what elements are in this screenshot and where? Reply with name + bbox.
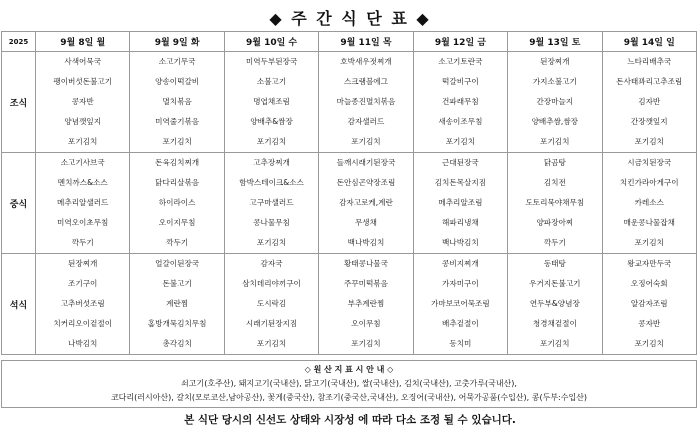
menu-item: 고구마샐러드 bbox=[249, 198, 294, 207]
menu-item: 건파래무침 bbox=[442, 97, 479, 106]
menu-item: 김치돈목살지짐 bbox=[434, 178, 487, 187]
menu-item: 김치전 bbox=[543, 178, 566, 187]
menu-item: 연두부&양념장 bbox=[529, 299, 580, 308]
menu-item: 치킨가라아게구이 bbox=[619, 178, 679, 187]
menu-cell bbox=[319, 254, 413, 355]
menu-item: 오징어숙회 bbox=[630, 279, 668, 288]
menu-item: 포기김치 bbox=[256, 238, 287, 247]
menu-item: 된장찌개 bbox=[68, 259, 98, 268]
menu-cell bbox=[508, 254, 602, 355]
menu-cell bbox=[224, 153, 318, 254]
menu-cell bbox=[36, 153, 130, 254]
menu-item: 간장마늘지 bbox=[536, 97, 574, 106]
meal-label: 조식 bbox=[2, 52, 36, 153]
origin-line: 코다리(러시아산), 갈치(모로코산,남아공산), 꽃게(중국산), 참조기(중국산,국내산), 오징어(국내산), 어묵가공품(수입산), 콩(두부:수입산) bbox=[110, 393, 588, 402]
menu-item: 포기김치 bbox=[540, 339, 570, 348]
meal-row bbox=[2, 254, 697, 355]
menu-item: 우거지돈불고기 bbox=[529, 279, 581, 288]
menu-cell bbox=[319, 52, 413, 153]
menu-item: 멘치까스&소스 bbox=[57, 178, 108, 187]
menu-item: 포기김치 bbox=[540, 137, 570, 146]
day-header: 9월 8일 월 bbox=[36, 32, 130, 52]
menu-item: 돈안심곤약장조림 bbox=[336, 178, 396, 187]
menu-item: 콩비지찌개 bbox=[442, 259, 479, 268]
adjustment-notice: 본 식단 당시의 신선도 상태와 시장성 에 따라 다소 조정 될 수 있습니다. bbox=[184, 414, 516, 426]
menu-item: 배추겉절이 bbox=[442, 319, 479, 328]
menu-item: 양념깻잎지 bbox=[64, 117, 102, 126]
menu-item: 감자고로케,계란 bbox=[339, 198, 393, 207]
menu-item: 포기김치 bbox=[68, 137, 98, 146]
menu-item: 감자국 bbox=[260, 259, 283, 268]
menu-item: 함박스테이크&소스 bbox=[239, 178, 304, 187]
menu-item: 가자미구이 bbox=[442, 279, 479, 288]
menu-item: 백나박김치 bbox=[442, 238, 479, 247]
menu-item: 콩자반 bbox=[71, 97, 94, 106]
menu-item: 스크램블에그 bbox=[343, 77, 388, 86]
day-header: 9월 11일 목 bbox=[319, 32, 413, 52]
menu-item: 콩자반 bbox=[638, 319, 661, 328]
menu-item: 사색어묵국 bbox=[64, 57, 102, 66]
meal-row bbox=[2, 52, 697, 153]
day-header: 9월 12일 금 bbox=[413, 32, 507, 52]
menu-item: 메추리알샐러드 bbox=[57, 198, 109, 207]
menu-cell bbox=[130, 52, 224, 153]
meal-label: 석식 bbox=[2, 254, 36, 355]
menu-item: 느타리배추국 bbox=[627, 57, 672, 66]
menu-item: 가지소불고기 bbox=[532, 77, 577, 86]
menu-item: 포기김치 bbox=[445, 137, 476, 146]
day-header: 9월 13일 토 bbox=[508, 32, 602, 52]
menu-item: 계란찜 bbox=[166, 299, 189, 308]
origin-line: 쇠고기(호주산), 돼지고기(국내산), 닭고기(국내산), 쌀(국내산), 김치(국내산), 고춧가루(국내산), bbox=[181, 379, 517, 388]
menu-cell bbox=[224, 52, 318, 153]
menu-item: 해파리냉채 bbox=[442, 218, 479, 227]
menu-item: 얼갈이된장국 bbox=[155, 259, 200, 268]
menu-item: 도시락김 bbox=[256, 299, 287, 308]
menu-item: 오이지무침 bbox=[158, 218, 196, 227]
menu-item: 포기김치 bbox=[634, 238, 664, 247]
menu-item: 깍두기 bbox=[71, 238, 94, 247]
menu-item: 깍두기 bbox=[166, 238, 189, 247]
menu-cell bbox=[224, 254, 318, 355]
menu-item: 돈육김치찌개 bbox=[155, 158, 200, 167]
menu-cell bbox=[130, 153, 224, 254]
menu-cell bbox=[602, 153, 696, 254]
menu-cell bbox=[508, 52, 602, 153]
meal-row bbox=[2, 153, 697, 254]
menu-cell bbox=[130, 254, 224, 355]
menu-item: 소고기사브국 bbox=[60, 158, 105, 167]
menu-cell bbox=[319, 153, 413, 254]
meal-label: 중식 bbox=[2, 153, 36, 254]
menu-item: 황태콩나물국 bbox=[343, 259, 388, 268]
menu-item: 멸치볶음 bbox=[162, 97, 192, 106]
menu-item: 닭곰탕 bbox=[543, 158, 566, 167]
menu-item: 닭다리살볶음 bbox=[155, 178, 200, 187]
menu-item: 떡갈비구이 bbox=[442, 77, 479, 86]
menu-item: 청경채겉절이 bbox=[532, 319, 577, 328]
menu-item: 근대된장국 bbox=[442, 158, 479, 167]
menu-item: 호박새우젓찌개 bbox=[340, 57, 392, 66]
menu-item: 깍두기 bbox=[543, 238, 566, 247]
menu-item: 소고기토란국 bbox=[438, 57, 483, 66]
menu-item: 백나박김치 bbox=[347, 238, 385, 247]
menu-item: 알감자조림 bbox=[630, 299, 668, 308]
menu-item: 미역줄기볶음 bbox=[155, 117, 200, 126]
menu-item: 왕교자만두국 bbox=[627, 259, 672, 268]
menu-item: 동태탕 bbox=[543, 259, 566, 268]
menu-item: 치커리오이겉절이 bbox=[53, 319, 113, 328]
menu-item: 조기구이 bbox=[68, 279, 98, 288]
origin-info-box bbox=[1, 360, 697, 408]
menu-cell bbox=[602, 254, 696, 355]
menu-title: ◆ 주 간 식 단 표 ◆ bbox=[269, 9, 431, 28]
weekly-menu-table bbox=[1, 31, 697, 355]
menu-cell bbox=[413, 52, 507, 153]
menu-item: 삼치데리야끼구이 bbox=[242, 279, 301, 288]
menu-item: 동치미 bbox=[449, 339, 472, 348]
menu-item: 포기김치 bbox=[351, 137, 381, 146]
year-header: 2025 bbox=[2, 32, 36, 52]
menu-item: 홈방개묵김치무침 bbox=[147, 319, 207, 328]
menu-item: 시래기된장지짐 bbox=[245, 319, 298, 328]
menu-item: 포기김치 bbox=[162, 137, 192, 146]
menu-item: 메추리알조림 bbox=[438, 198, 483, 207]
menu-item: 간장깻잎지 bbox=[630, 117, 668, 126]
menu-item: 나박김치 bbox=[68, 339, 98, 348]
menu-item: 소불고기 bbox=[256, 77, 287, 86]
table-header-row bbox=[2, 32, 697, 52]
menu-item: 포기김치 bbox=[256, 137, 287, 146]
menu-item: 무생채 bbox=[354, 218, 377, 227]
menu-item: 부추계란찜 bbox=[347, 299, 385, 308]
menu-item: 소고기무국 bbox=[158, 57, 196, 66]
menu-item: 오이무침 bbox=[351, 319, 381, 328]
menu-item: 양배추&쌈장 bbox=[250, 117, 293, 126]
menu-item: 포기김치 bbox=[351, 339, 381, 348]
menu-item: 가마보코어묵조림 bbox=[431, 299, 490, 308]
menu-item: 김자반 bbox=[638, 97, 661, 106]
menu-item: 주꾸미떡볶음 bbox=[343, 279, 388, 288]
menu-item: 도토리묵야채무침 bbox=[525, 198, 585, 207]
menu-item: 포기김치 bbox=[256, 339, 287, 348]
menu-cell bbox=[36, 254, 130, 355]
origin-heading: ◇ 원 산 지 표 시 안 내 ◇ bbox=[304, 365, 394, 374]
menu-item: 들깨시래기된장국 bbox=[336, 158, 396, 167]
menu-item: 총각김치 bbox=[162, 339, 192, 348]
menu-item: 된장찌개 bbox=[540, 57, 570, 66]
menu-item: 고추장찌개 bbox=[253, 158, 290, 167]
menu-item: 미역오이초무침 bbox=[57, 218, 109, 227]
menu-cell bbox=[413, 254, 507, 355]
menu-cell bbox=[508, 153, 602, 254]
menu-item: 양파장아찌 bbox=[536, 218, 574, 227]
day-header: 9월 9일 화 bbox=[130, 32, 224, 52]
menu-item: 명엽채조림 bbox=[253, 97, 290, 106]
menu-item: 포기김치 bbox=[634, 137, 664, 146]
menu-item: 고추버섯조림 bbox=[60, 299, 105, 308]
menu-item: 카레소스 bbox=[634, 198, 664, 207]
menu-item: 양배추쌈,쌈장 bbox=[531, 117, 579, 126]
menu-cell bbox=[413, 153, 507, 254]
menu-item: 돈불고기 bbox=[162, 279, 192, 288]
menu-item: 양송이떡갈비 bbox=[155, 77, 200, 86]
menu-item: 팽이버섯돈불고기 bbox=[53, 77, 113, 86]
day-header: 9월 10일 수 bbox=[224, 32, 318, 52]
menu-item: 새송이조무침 bbox=[438, 117, 483, 126]
menu-item: 마늘종진멸치볶음 bbox=[336, 97, 396, 106]
menu-cell bbox=[602, 52, 696, 153]
menu-item: 시금치된장국 bbox=[627, 158, 672, 167]
menu-item: 미역두부된장국 bbox=[245, 57, 298, 66]
menu-item: 하이라이스 bbox=[158, 198, 196, 207]
menu-item: 돈사태꽈리고추조림 bbox=[616, 77, 683, 86]
menu-item: 콩나물무침 bbox=[253, 218, 290, 227]
menu-item: 매운콩나물잡채 bbox=[623, 218, 675, 227]
menu-cell bbox=[36, 52, 130, 153]
menu-item: 포기김치 bbox=[634, 339, 664, 348]
day-header: 9월 14일 일 bbox=[602, 32, 696, 52]
menu-item: 감자샐러드 bbox=[347, 117, 385, 126]
